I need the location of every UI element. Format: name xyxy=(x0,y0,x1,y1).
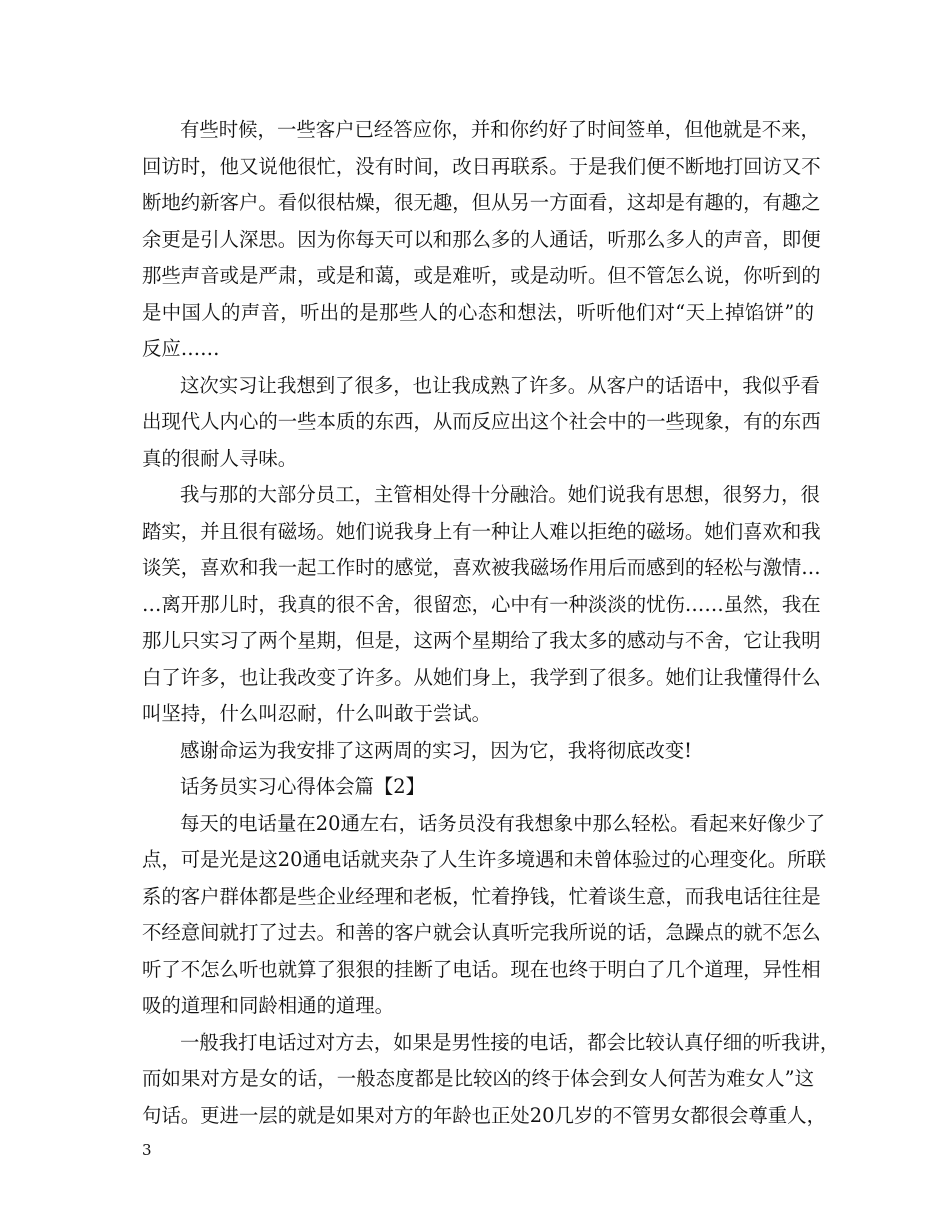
text-line: 这次实习让我想到了很多，也让我成熟了许多。从客户的话语中，我似乎看 xyxy=(180,373,820,397)
text-line: 反应…… xyxy=(142,337,220,360)
text-line: 一般我打电话过对方去，如果是男性接的电话，都会比较认真仔细的听我讲， xyxy=(180,1030,840,1054)
text-line: 有些时候，一些客户已经答应你，并和你约好了时间签单，但他就是不来， xyxy=(180,118,820,141)
text-line: 每天的电话量在20通左右，话务员没有我想象中那么轻松。看起来好像少了 xyxy=(180,811,826,835)
text-line: 句话。更进一层的就是如果对方的年龄也正处20几岁的不管男女都很会尊重人， xyxy=(142,1103,826,1127)
text-line: 叫坚持，什么叫忍耐，什么叫敢于尝试。 xyxy=(142,702,492,725)
text-line: 听了不怎么听也就算了狠狠的挂断了电话。现在也终于明白了几个道理，异性相 xyxy=(142,957,821,981)
text-line: 不经意间就打了过去。和善的客户就会认真听完我所说的话，急躁点的就不怎么 xyxy=(142,921,821,944)
text-line: 断地约新客户。看似很枯燥，很无趣，但从另一方面看，这却是有趣的，有趣之 xyxy=(142,191,821,214)
text-line: 点，可是光是这20通电话就夹杂了人生许多境遇和未曾体验过的心理变化。所联 xyxy=(142,848,826,871)
text-line: 那儿只实习了两个星期，但是，这两个星期给了我太多的感动与不舍，它让我明 xyxy=(142,629,821,652)
text-line: 而如果对方是女的话，一般态度都是比较凶的终于体会到女人何苦为难女人”这 xyxy=(142,1067,814,1090)
text-line: 余更是引人深思。因为你每天可以和那么多的人通话，听那么多人的声音，即便 xyxy=(142,227,821,251)
text-line: 踏实，并且很有磁场。她们说我身上有一种让人难以拒绝的磁场。她们喜欢和我 xyxy=(142,519,821,543)
text-line: 话务员实习心得体会篇【2】 xyxy=(180,775,426,798)
text-line: 是中国人的声音，听出的是那些人的心态和想法，听听他们对“天上掉馅饼”的 xyxy=(142,300,814,324)
text-line: 回访时，他又说他很忙，没有时间，改日再联系。于是我们便不断地打回访又不 xyxy=(142,154,821,178)
text-line: 系的客户群体都是些企业经理和老板，忙着挣钱，忙着谈生意，而我电话往往是 xyxy=(142,884,821,908)
text-line: 那些声音或是严肃，或是和蔼，或是难听，或是动听。但不管怎么说，你听到的 xyxy=(142,264,821,287)
text-line: 吸的道理和同龄相通的道理。 xyxy=(142,994,395,1017)
text-line: 白了许多，也让我改变了许多。从她们身上，我学到了很多。她们让我懂得什么 xyxy=(142,665,821,689)
text-line: 出现代人内心的一些本质的东西，从而反应出这个社会中的一些现象，有的东西 xyxy=(142,410,821,433)
text-line: 真的很耐人寻味。 xyxy=(142,446,298,470)
text-line: 我与那的大部分员工，主管相处得十分融洽。她们说我有思想，很努力，很 xyxy=(180,483,820,506)
page-number: 3 xyxy=(142,1141,152,1159)
text-line: 谈笑，喜欢和我一起工作时的感觉，喜欢被我磁场作用后而感到的轻松与激情… xyxy=(142,556,821,579)
body-text xyxy=(142,112,840,1134)
text-line: 感谢命运为我安排了这两周的实习，因为它，我将彻底改变! xyxy=(180,738,692,762)
text-line: …离开那儿时，我真的很不舍，很留恋，心中有一种淡淡的忧伤……虽然，我在 xyxy=(142,592,821,616)
